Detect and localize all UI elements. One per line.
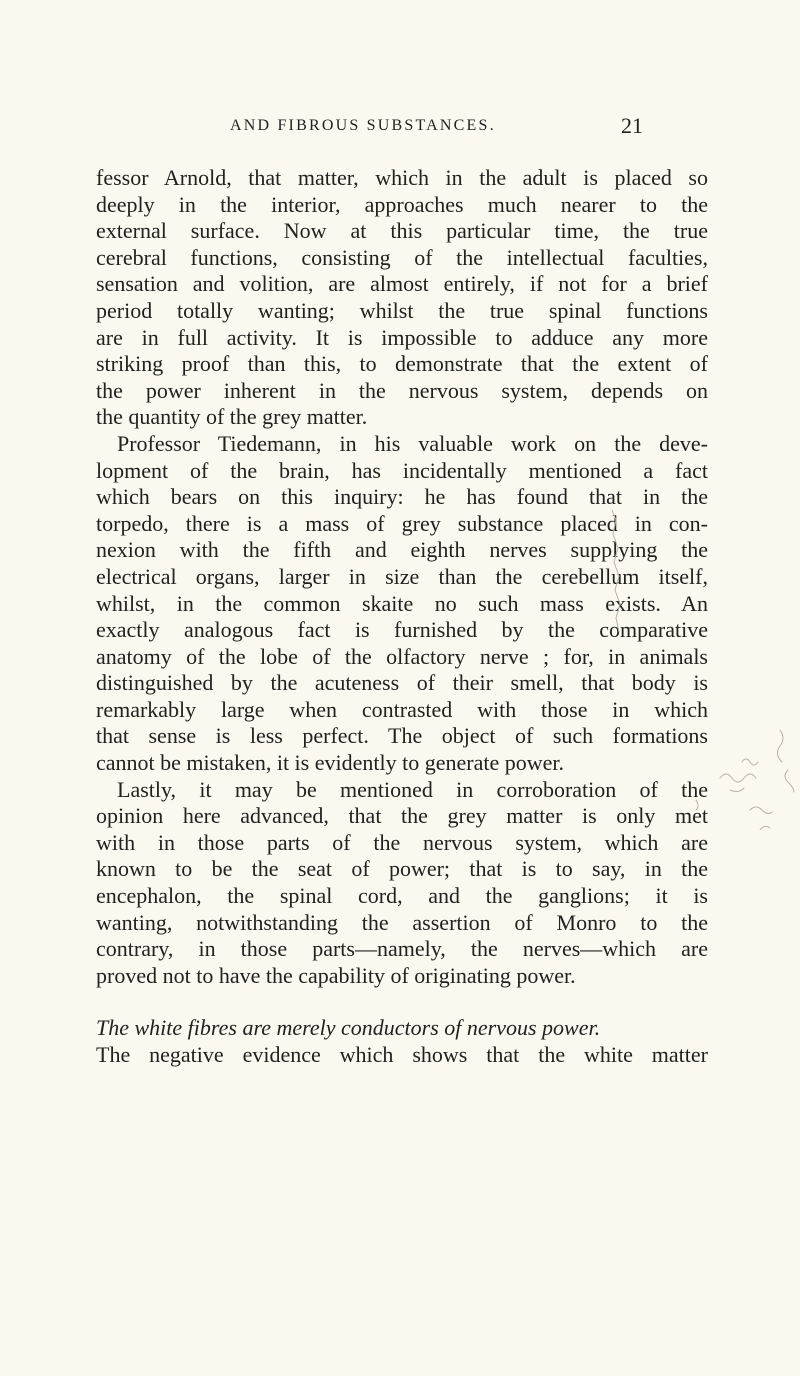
text-line: Lastly, it may be mentioned in corroboration of the xyxy=(117,776,708,802)
running-title: AND FIBROUS SUBSTANCES. xyxy=(230,117,496,134)
paragraph-3 xyxy=(96,777,708,990)
text-line: electrical organs, larger in size than the cerebellum itself, xyxy=(96,563,708,589)
text-line: contrary, in those parts—namely, the nerves—which are xyxy=(96,936,708,962)
text-line: are in full activity. It is impossible to adduce any more xyxy=(96,324,708,350)
text-line: lopment of the brain, has incidentally mentioned a fact xyxy=(96,457,708,483)
text-line: cannot be mistaken, it is evidently to generate power. xyxy=(96,750,564,776)
page-number: 21 xyxy=(621,113,643,138)
text-line: with in those parts of the nervous system, which are xyxy=(96,829,708,855)
text-line: external surface. Now at this particular time, the true xyxy=(96,218,708,244)
text-line: The negative evidence which shows that the white matter xyxy=(96,1042,708,1067)
page-header xyxy=(0,113,800,143)
text-line: that sense is less perfect. The object of such formations xyxy=(96,723,708,749)
paragraph-1 xyxy=(96,165,708,431)
text-line: the power inherent in the nervous system, depends on xyxy=(96,377,708,403)
text-line: period totally wanting; whilst the true spinal functions xyxy=(96,297,708,323)
text-line: torpedo, there is a mass of grey substance placed in con- xyxy=(96,510,708,536)
text-line: fessor Arnold, that matter, which in the adult is placed so xyxy=(96,165,708,190)
body-text xyxy=(96,165,708,1069)
section-heading-text: The white fibres are merely conductors of nervous power. xyxy=(96,1015,601,1041)
text-line: which bears on this inquiry: he has found that in the xyxy=(96,484,708,510)
paragraph-2 xyxy=(96,431,708,777)
text-line: opinion here advanced, that the grey matter is only met xyxy=(96,803,708,829)
text-line: distinguished by the acuteness of their smell, that body is xyxy=(96,670,708,696)
text-line: whilst, in the common skaite no such mass exists. An xyxy=(96,590,708,616)
text-line: deeply in the interior, approaches much nearer to the xyxy=(96,191,708,217)
text-line: encephalon, the spinal cord, and the ganglions; it is xyxy=(96,883,708,909)
section-heading xyxy=(96,1015,708,1042)
text-line: nexion with the fifth and eighth nerves supplying the xyxy=(96,537,708,563)
text-line: cerebral functions, consisting of the intellectual faculties, xyxy=(96,244,708,270)
text-line: proved not to have the capability of originating power. xyxy=(96,962,576,988)
text-line: sensation and volition, are almost entirely, if not for a brief xyxy=(96,271,708,297)
text-line: remarkably large when contrasted with those in which xyxy=(96,696,708,722)
text-line: exactly analogous fact is furnished by the comparative xyxy=(96,617,708,643)
text-line: striking proof than this, to demonstrate that the extent of xyxy=(96,351,708,377)
text-line: known to be the seat of power; that is to say, in the xyxy=(96,856,708,882)
text-line: Professor Tiedemann, in his valuable work on the deve- xyxy=(117,430,708,456)
text-line: the quantity of the grey matter. xyxy=(96,404,368,430)
text-line: wanting, notwithstanding the assertion of Monro to the xyxy=(96,909,708,935)
section-gap xyxy=(96,989,708,1015)
text-line: anatomy of the lobe of the olfactory nerve ; for, in animals xyxy=(96,643,708,669)
